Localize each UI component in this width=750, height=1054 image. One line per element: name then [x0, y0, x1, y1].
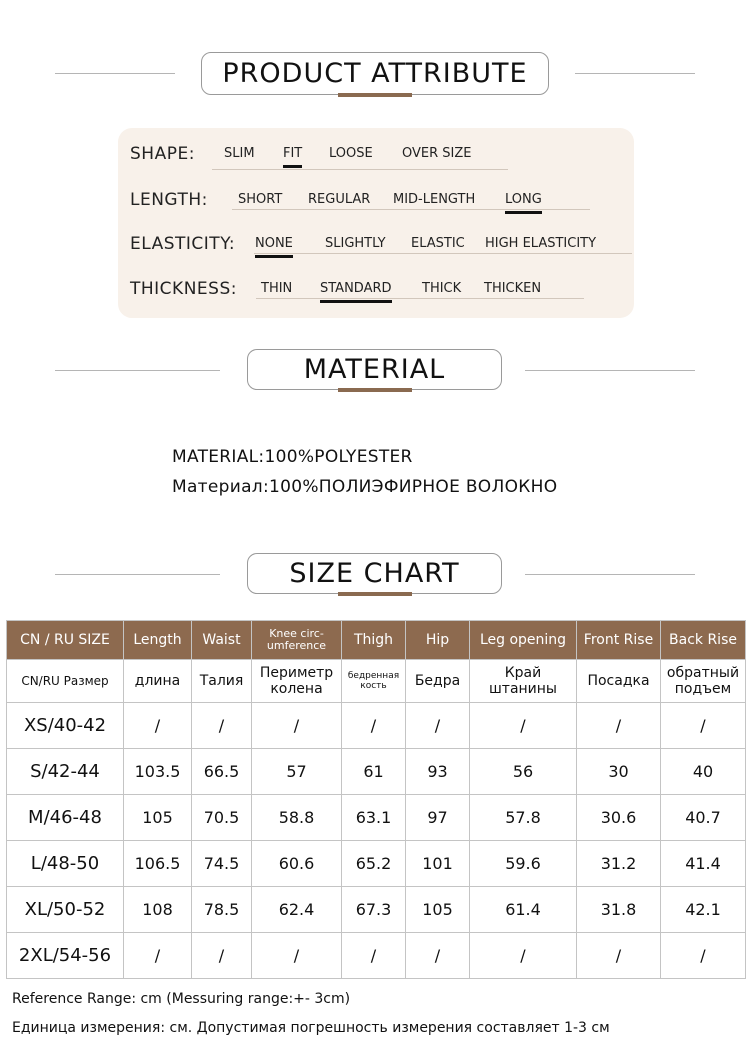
title-accent-bar [338, 93, 412, 97]
title-accent-bar [338, 388, 412, 392]
table-row [7, 841, 746, 887]
attribute-option: HIGH ELASTICITY [485, 236, 597, 251]
size-title: SIZE CHART [289, 558, 460, 589]
size-cell: 2XL/54-56 [7, 933, 124, 979]
attribute-option: THICKEN [484, 281, 542, 296]
attribute-option: THIN [261, 281, 293, 296]
table-cell: 59.6 [470, 841, 577, 887]
attribute-option: LOOSE [329, 146, 373, 161]
attribute-underline [212, 169, 508, 170]
table-cell: 101 [406, 841, 470, 887]
divider-right [525, 574, 695, 575]
attribute-option: SLIGHTLY [325, 236, 386, 251]
attribute-label: SHAPE: [130, 144, 195, 164]
attribute-option-selected: STANDARD [320, 281, 392, 296]
material-ru-label: Материал: [172, 477, 269, 497]
header-cell: Waist [192, 621, 252, 660]
attribute-option: MID-LENGTH [393, 192, 476, 207]
attribute-label: ELASTICITY: [130, 234, 236, 254]
attribute-title: PRODUCT ATTRIBUTE [222, 58, 528, 89]
header-cell: Back Rise [661, 621, 746, 660]
table-row [7, 887, 746, 933]
size-cell: S/42-44 [7, 749, 124, 795]
divider-left [55, 73, 175, 74]
material-ru [172, 477, 557, 497]
header-cell: Thigh [342, 621, 406, 660]
table-cell: 31.8 [577, 887, 661, 933]
header-cell: Leg opening [470, 621, 577, 660]
table-cell: 66.5 [192, 749, 252, 795]
table-cell: / [470, 933, 577, 979]
table-cell: 74.5 [192, 841, 252, 887]
table-cell: / [661, 933, 746, 979]
attribute-option: OVER SIZE [402, 146, 472, 161]
attribute-option-selected: NONE [255, 236, 293, 251]
size-chart-table [6, 620, 746, 979]
header-cell: Посадка [577, 660, 661, 703]
table-cell: / [470, 703, 577, 749]
table-cell: / [252, 703, 342, 749]
table-cell: 67.3 [342, 887, 406, 933]
attribute-row-thickness [130, 279, 630, 309]
header-cell: Периметр колена [252, 660, 342, 703]
table-cell: / [124, 933, 192, 979]
header-cell: Front Rise [577, 621, 661, 660]
attribute-underline [232, 209, 590, 210]
size-cell: M/46-48 [7, 795, 124, 841]
material-ru-value: 100%ПОЛИЭФИРНОЕ ВОЛОКНО [269, 477, 558, 497]
attribute-row-elasticity [130, 234, 630, 264]
table-cell: / [661, 703, 746, 749]
material-en [172, 447, 413, 467]
table-row [7, 703, 746, 749]
table-row [7, 749, 746, 795]
table-cell: 40.7 [661, 795, 746, 841]
table-cell: / [252, 933, 342, 979]
attribute-title-box [201, 52, 549, 95]
table-cell: 30.6 [577, 795, 661, 841]
table-cell: 60.6 [252, 841, 342, 887]
table-cell: 106.5 [124, 841, 192, 887]
table-cell: / [406, 933, 470, 979]
attribute-option-selected: FIT [283, 146, 303, 161]
table-cell: / [577, 933, 661, 979]
divider-right [575, 73, 695, 74]
material-title: MATERIAL [303, 354, 446, 385]
table-cell: 57 [252, 749, 342, 795]
table-cell: 30 [577, 749, 661, 795]
attribute-option: SLIM [224, 146, 255, 161]
table-cell: 56 [470, 749, 577, 795]
table-cell: / [577, 703, 661, 749]
size-cell: XL/50-52 [7, 887, 124, 933]
table-cell: 70.5 [192, 795, 252, 841]
table-cell: 93 [406, 749, 470, 795]
table-cell: 103.5 [124, 749, 192, 795]
header-cell: Length [124, 621, 192, 660]
table-cell: 31.2 [577, 841, 661, 887]
table-cell: 57.8 [470, 795, 577, 841]
table-cell: 42.1 [661, 887, 746, 933]
material-en-label: MATERIAL: [172, 447, 265, 467]
divider-left [55, 370, 220, 371]
header-cell: длина [124, 660, 192, 703]
attribute-panel [118, 128, 634, 318]
table-header-en [7, 621, 746, 660]
table-cell: / [192, 703, 252, 749]
header-cell: CN/RU Размер [7, 660, 124, 703]
attribute-label: LENGTH: [130, 190, 208, 210]
attribute-label: THICKNESS: [130, 279, 237, 299]
table-cell: 41.4 [661, 841, 746, 887]
divider-left [55, 574, 220, 575]
material-en-value: 100%POLYESTER [264, 447, 413, 467]
attribute-underline [254, 253, 632, 254]
header-cell: Hip [406, 621, 470, 660]
table-row [7, 933, 746, 979]
table-cell: / [192, 933, 252, 979]
attribute-option: ELASTIC [411, 236, 465, 251]
size-cell: L/48-50 [7, 841, 124, 887]
header-cell: Бедра [406, 660, 470, 703]
table-cell: 58.8 [252, 795, 342, 841]
table-cell: 61 [342, 749, 406, 795]
table-cell: 62.4 [252, 887, 342, 933]
title-accent-bar [338, 592, 412, 596]
table-cell: 97 [406, 795, 470, 841]
size-cell: XS/40-42 [7, 703, 124, 749]
table-cell: / [342, 703, 406, 749]
attribute-underline [256, 298, 584, 299]
attribute-row-length [130, 190, 630, 220]
reference-note-ru: Единица измерения: см. Допустимая погрешность измерения составляет 1-3 см [12, 1020, 610, 1036]
size-title-box [247, 553, 502, 594]
reference-note-en: Reference Range: cm (Messuring range:+- 3cm) [12, 991, 351, 1007]
table-cell: 40 [661, 749, 746, 795]
attribute-option: REGULAR [308, 192, 371, 207]
divider-right [525, 370, 695, 371]
table-cell: / [342, 933, 406, 979]
table-row [7, 795, 746, 841]
table-cell: 65.2 [342, 841, 406, 887]
table-cell: / [124, 703, 192, 749]
table-cell: 63.1 [342, 795, 406, 841]
header-cell: обратный подъем [661, 660, 746, 703]
header-cell: Край штанины [470, 660, 577, 703]
attribute-option-selected: LONG [505, 192, 542, 207]
header-cell: Талия [192, 660, 252, 703]
table-cell: 105 [124, 795, 192, 841]
attribute-option: SHORT [238, 192, 283, 207]
table-cell: 105 [406, 887, 470, 933]
table-header-ru [7, 660, 746, 703]
header-cell: CN / RU SIZE [7, 621, 124, 660]
attribute-row-shape [130, 144, 630, 174]
material-title-box [247, 349, 502, 390]
table-cell: 61.4 [470, 887, 577, 933]
attribute-option: THICK [422, 281, 462, 296]
table-cell: 108 [124, 887, 192, 933]
table-cell: / [406, 703, 470, 749]
header-cell: Knee circ-umference [252, 621, 342, 660]
table-cell: 78.5 [192, 887, 252, 933]
header-cell: бедренная кость [342, 660, 406, 703]
